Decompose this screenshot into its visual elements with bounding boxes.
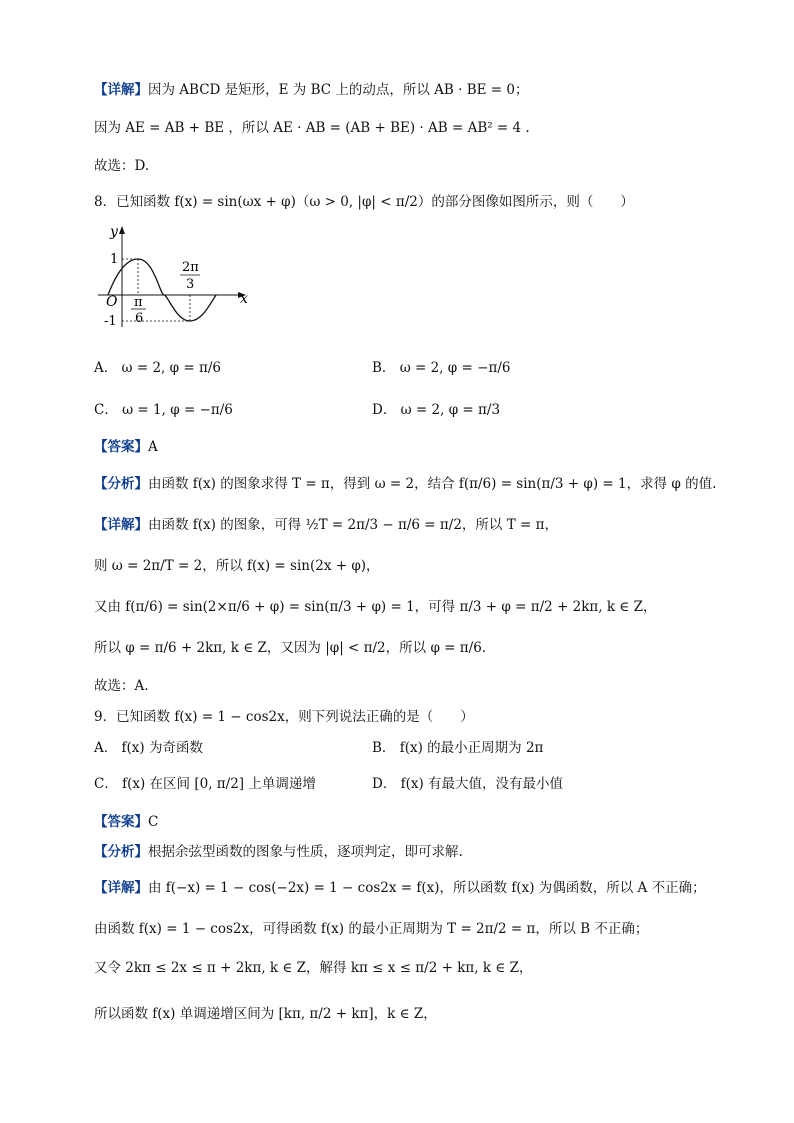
option-8a: A． ω = 2, φ = π/6: [94, 360, 221, 376]
detail-8-2: 则 ω = 2π/T = 2，所以 f(x) = sin(2x + φ)，: [94, 558, 380, 574]
label-2pi3-num: 2π: [182, 260, 199, 275]
detail-9-3: 又令 2kπ ≤ 2x ≤ π + 2kπ, k ∈ Z，解得 kπ ≤ x ≤ π/2 + kπ, k ∈ Z，: [94, 960, 533, 976]
answer-8: 【答案】A: [94, 439, 158, 455]
detail-8-5: 故选：A.: [94, 678, 149, 694]
option-8b: B． ω = 2, φ = −π/6: [372, 360, 511, 376]
sine-graph: [94, 222, 254, 332]
option-9c: C． f(x) 在区间 [0, π/2] 上单调递增: [94, 776, 316, 792]
sine-curve: [108, 259, 216, 321]
question-8: 8．已知函数 f(x) = sin(ωx + φ)（ω > 0, |φ| < π/2）的部分图像如图所示，则（ ）: [94, 194, 634, 210]
tag-detail: 【详解】: [94, 82, 148, 98]
y-axis-arrow: [119, 226, 125, 234]
answer-9: 【答案】C: [94, 814, 159, 830]
option-9d: D． f(x) 有最大值，没有最小值: [372, 776, 564, 792]
label-origin: O: [106, 294, 118, 310]
detail-line-1: 【详解】因为 ABCD 是矩形，E 为 BC 上的动点，所以 AB · BE = 0；: [94, 82, 529, 98]
label-ymax: 1: [110, 252, 119, 267]
option-9a: A． f(x) 为奇函数: [94, 740, 203, 756]
analysis-9: 【分析】根据余弦型函数的图象与性质，逐项判定，即可求解.: [94, 844, 463, 860]
label-x: x: [240, 291, 248, 307]
detail-9-4: 所以函数 f(x) 单调递增区间为 [kπ, π/2 + kπ]，k ∈ Z，: [94, 1006, 437, 1022]
option-9b: B． f(x) 的最小正周期为 2π: [372, 740, 544, 756]
detail-8-1: 【详解】由函数 f(x) 的图象，可得 ½T = 2π/3 − π/6 = π/2，所以 T = π，: [94, 517, 558, 533]
option-8c: C． ω = 1, φ = −π/6: [94, 402, 233, 418]
label-pi6-den: 6: [135, 311, 144, 326]
detail-8-4: 所以 φ = π/6 + 2kπ, k ∈ Z，又因为 |φ| < π/2，所以 φ = π/6.: [94, 640, 487, 656]
label-pi6-num: π: [134, 295, 143, 310]
label-ymin: -1: [104, 314, 117, 329]
detail-9-2: 由函数 f(x) = 1 − cos2x，可得函数 f(x) 的最小正周期为 T = 2π/2 = π，所以 B 不正确；: [94, 921, 649, 937]
detail-line-2: 因为 AE = AB + BE ，所以 AE · AB = (AB + BE) · AB = AB² = 4 .: [94, 120, 530, 136]
label-2pi3-den: 3: [186, 277, 195, 292]
label-y: y: [110, 224, 118, 240]
detail-9-1: 【详解】由 f(−x) = 1 − cos(−2x) = 1 − cos2x = f(x)，所以函数 f(x) 为偶函数，所以 A 不正确；: [94, 880, 706, 896]
question-9: 9．已知函数 f(x) = 1 − cos2x，则下列说法正确的是（ ）: [94, 709, 474, 725]
option-8d: D． ω = 2, φ = π/3: [372, 402, 501, 418]
analysis-8: 【分析】由函数 f(x) 的图象求得 T = π，得到 ω = 2，结合 f(π/6) = sin(π/3 + φ) = 1，求得 φ 的值.: [94, 476, 717, 492]
detail-8-3: 又由 f(π/6) = sin(2×π/6 + φ) = sin(π/3 + φ) = 1，可得 π/3 + φ = π/2 + 2kπ, k ∈ Z，: [94, 599, 657, 615]
detail-line-3: 故选：D.: [94, 158, 150, 174]
